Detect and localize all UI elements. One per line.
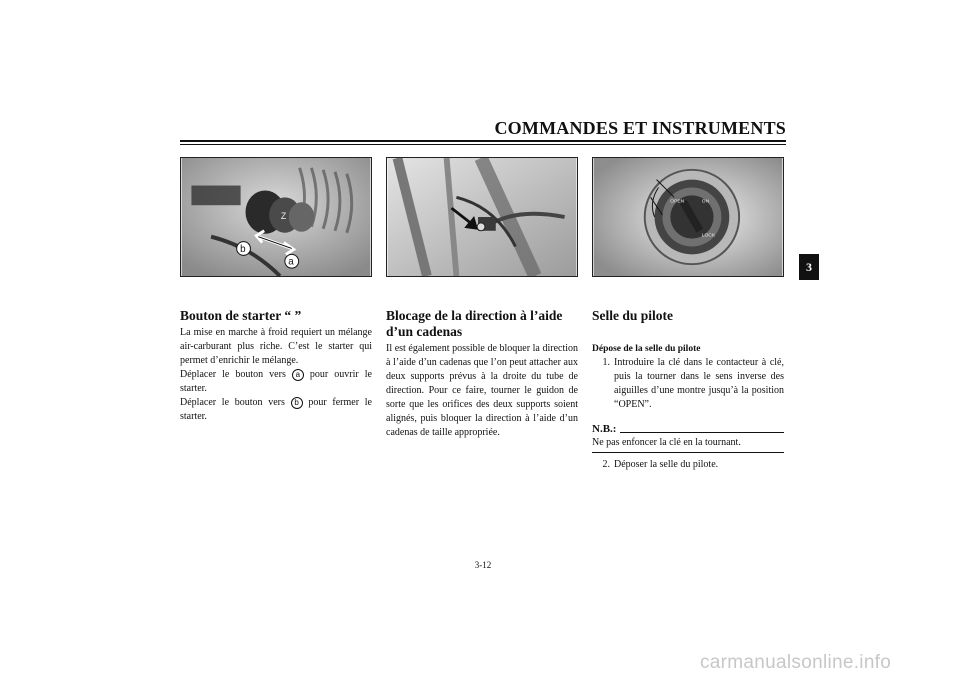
section-heading-steering-lock: Blocage de la direction à l’aide d’un cadenas	[386, 308, 563, 339]
callout-b-symbol: b	[291, 397, 303, 409]
starter-open-instruction	[180, 368, 372, 396]
svg-text:OPEN: OPEN	[670, 199, 685, 205]
header-rule	[180, 140, 786, 142]
starter-knob-section	[180, 308, 372, 424]
section-heading-starter: Bouton de starter “ ”	[180, 308, 302, 323]
seat-lock-photo	[592, 157, 784, 277]
steering-lock-photo	[386, 157, 578, 277]
starter-knob-photo	[180, 157, 372, 277]
steering-lock-section	[386, 308, 578, 440]
seat-removal-step-1	[592, 356, 784, 412]
step-text: Introduire la clé dans le contacteur à clé, puis la tourner dans le sens inverse des aiguilles d’une montre jusqu’à la position “OPEN”.	[614, 357, 784, 410]
section-heading-rider-seat: Selle du pilote	[592, 308, 674, 323]
watermark: carmanualsonline.info	[700, 652, 892, 673]
photo-label-a: a	[288, 256, 294, 268]
starter-open-pre: Déplacer le bouton vers	[180, 369, 292, 380]
page-number: 3-12	[474, 560, 492, 570]
chapter-tab: 3	[799, 254, 819, 280]
note-rule	[620, 432, 784, 433]
callout-a-symbol: a	[292, 369, 304, 381]
svg-text:LOCK: LOCK	[701, 233, 716, 239]
page-header-title: COMMANDES ET INSTRUMENTS	[494, 118, 786, 138]
seat-removal-subheading: Dépose de la selle du pilote	[592, 344, 701, 354]
seat-removal-step-2	[592, 458, 784, 472]
photo-label-b: b	[240, 243, 246, 255]
note-header	[592, 422, 784, 436]
starter-close-post: pour fermer le starter.	[180, 397, 372, 422]
starter-close-instruction	[180, 396, 372, 424]
starter-open-post: pour ouvrir le starter.	[180, 369, 372, 394]
step-number: 1.	[602, 357, 610, 368]
step-number: 2.	[602, 459, 610, 470]
svg-text:ON: ON	[701, 199, 710, 205]
starter-close-pre: Déplacer le bouton vers	[180, 397, 291, 408]
svg-text:Z: Z	[280, 210, 287, 221]
starter-description: La mise en marche à froid requiert un mélange air-carburant plus riche. C’est le starter qui permet d’enrichir le mélange.	[180, 327, 372, 366]
rider-seat-section	[592, 308, 784, 472]
step-text: Déposer la selle du pilote.	[614, 459, 719, 470]
header-rule-thin	[180, 144, 786, 145]
steering-lock-description: Il est également possible de bloquer la direction à l’aide d’un cadenas que l’on peut attacher aux deux supports prévus à la droite du tube de direction. Pour ce faire, tourner le guidon de sorte que les orifices des deux supports soient alignés, puis bloquer la direction à l’aide d’un cadenas de taille appropriée.	[386, 343, 578, 438]
note-text: Ne pas enfoncer la clé en la tournant.	[592, 436, 784, 453]
note-label: N.B.:	[592, 423, 617, 435]
